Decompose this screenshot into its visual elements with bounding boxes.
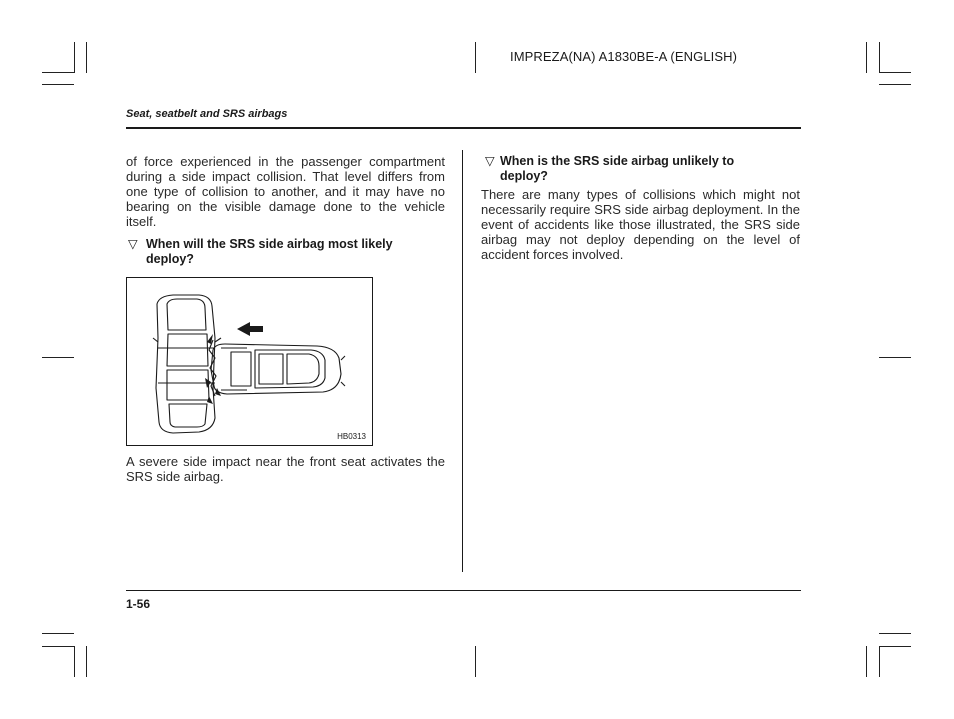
figure-caption: A severe side impact near the front seat activates the SRS side airbag. bbox=[126, 454, 445, 484]
impact-arrow-icon bbox=[237, 322, 263, 336]
side-impact-illustration bbox=[127, 278, 372, 445]
figure-code: HB0313 bbox=[337, 432, 366, 441]
column-divider bbox=[462, 150, 463, 572]
triangle-marker-icon: ▽ bbox=[485, 154, 495, 168]
footer-rule bbox=[126, 590, 801, 591]
section-title: Seat, seatbelt and SRS airbags bbox=[126, 108, 288, 120]
deploy-likely-heading bbox=[128, 237, 428, 267]
deploy-unlikely-heading bbox=[485, 154, 785, 184]
side-impact-figure bbox=[126, 277, 373, 446]
triangle-marker-icon: ▽ bbox=[128, 237, 138, 251]
unlikely-paragraph: There are many types of collisions which might not necessarily require SRS side airbag deployment. In the event of accidents like those illustrated, the SRS side airbag may not deploy depending on the level of accident forces involved. bbox=[481, 187, 800, 262]
page-number: 1-56 bbox=[126, 597, 151, 611]
document-code: IMPREZA(NA) A1830BE-A (ENGLISH) bbox=[510, 49, 738, 64]
heading-text: When is the SRS side airbag unlikely to deploy? bbox=[500, 154, 735, 183]
intro-paragraph: of force experienced in the passenger compartment during a side impact collision. That level differs from one type of collision to another, and it may have no bearing on the visible damage done to the vehicle itself. bbox=[126, 154, 445, 229]
heading-text: When will the SRS side airbag most likely deploy? bbox=[146, 237, 393, 266]
header-rule bbox=[126, 127, 801, 129]
